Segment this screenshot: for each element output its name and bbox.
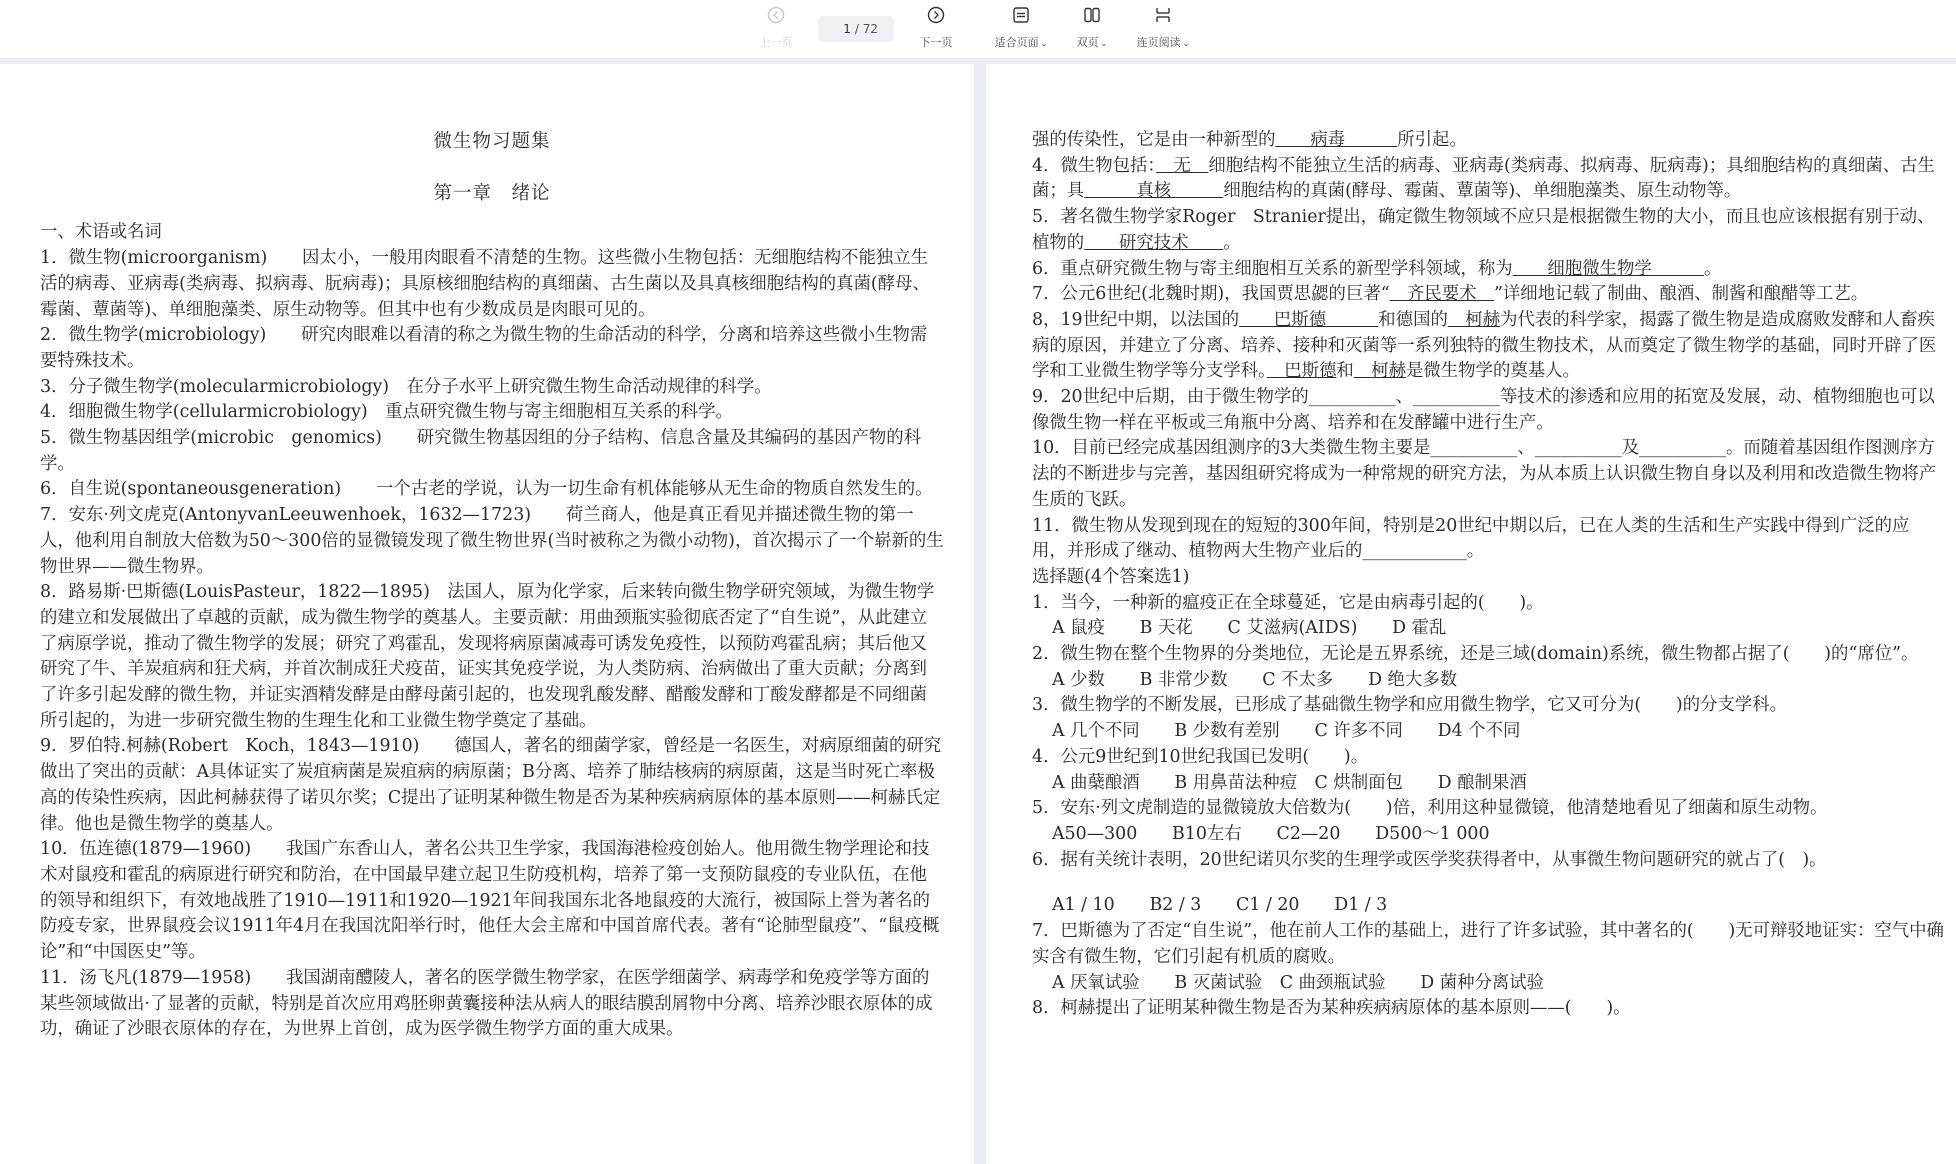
term-paragraph: 3．分子微生物学(molecularmicrobiology) 在分子水平上研究微生物生命活动规律的科学。	[40, 376, 772, 397]
document-page-right	[986, 64, 1956, 1164]
question-text: 为代表的科学家，揭露了微生物是造成腐败发酵和人畜疾病的原因，并建立了分离、培养、接种和灭菌等一系列独特的微生物技术，从而奠定了微生物学的基础，同时开辟了医学和工业微生物学等分支学科。	[1032, 309, 1937, 382]
term-paragraph: 9．罗伯特.柯赫(Robert Koch，1843—1910) 德国人，著名的细菌学家，曾经是一名医生，对病原细菌的研究做出了突出的贡献：A具体证实了炭疽病菌是炭疽病的病原菌；B分离、培养了肺结核病的病原菌，这是当时死亡率极高的传染性疾病，因此柯赫获得了诺贝尔奖；C提出了证明某种微生物是否为某种疾病病原体的基本原则——柯赫氏定律。他也是微生物学的奠基人。	[40, 736, 942, 834]
question-text: ”详细地记载了制曲、酿酒、制酱和酿醋等工艺。	[1494, 284, 1869, 305]
prev-page-icon	[767, 6, 785, 24]
answer-text: 柯赫	[1465, 309, 1501, 330]
page-number-input[interactable]	[831, 22, 851, 36]
fill-blank-question: 10．目前已经完成基因组测序的3大类微生物主要是__________、__________及__________。而随着基因组作图测序方法的不断进步与完善，基因组研究将成为一种常规的研究方法，为从本质上认识微生物自身以及利用和改造微生物将产生质的飞跃。	[1032, 438, 1937, 510]
page-indicator	[818, 16, 894, 42]
fill-blank-question	[1032, 128, 1944, 154]
term-paragraph: 1．微生物(microorganism) 因太小，一般用肉眼看不清楚的生物。这些微小生物包括：无细胞结构不能独立生活的病毒、亚病毒(类病毒、拟病毒、朊病毒)；具原核细胞结构的真细菌、古生菌以及具真核细胞结构的真菌(酵母、霉菌、蕈菌等)、单细胞藻类、原生动物等。但其中也有少数成员是肉眼可见的。	[40, 248, 930, 320]
question-text: 5．著名微生物学家Roger Stranier提出，确定微生物领域不应只是根据微生物的大小，而且也应该根据有别于动、植物的	[1032, 207, 1935, 253]
question-text: 是微生物学的奠基人。	[1405, 361, 1580, 382]
answer-blank	[1084, 181, 1223, 201]
question-text: 。	[1223, 232, 1241, 253]
fill-blank-question	[1032, 205, 1944, 256]
choice-question: 8．柯赫提出了证明某种微生物是否为某种疾病病原体的基本原则——( )。	[1032, 998, 1631, 1019]
answer-text: 研究技术	[1118, 232, 1189, 253]
answer-text: 柯赫	[1371, 361, 1406, 382]
double-page-dropdown[interactable]	[1070, 6, 1114, 52]
question-text: 6．重点研究微生物与寄主细胞相互关系的新型学科领域，称为	[1032, 258, 1513, 279]
question-text: 和	[1336, 361, 1354, 382]
double-page-icon	[1083, 6, 1101, 24]
choice-options: A 几个不同 B 少数有差别 C 许多不同 D4 个不同	[1052, 721, 1521, 742]
reader-toolbar	[0, 0, 1956, 59]
fill-blank-question	[1032, 154, 1944, 205]
question-text: 所引起。	[1397, 130, 1467, 150]
answer-blank	[1448, 310, 1500, 330]
answer-blank	[1267, 361, 1337, 381]
question-text: 细胞结构不能独立生活的病毒、亚病毒(类病毒、拟病毒、朊病毒)；具细胞结构的真细菌、古生菌；具	[1032, 155, 1935, 202]
continuous-reading-dropdown[interactable]	[1130, 6, 1196, 52]
term-paragraph: 11．汤飞凡(1879—1958) 我国湖南醴陵人，著名的医学微生物学家，在医学细菌学、病毒学和免疫学等方面的某些领域做出·了显著的贡献，特别是首次应用鸡胚卵黄囊接种法从病人的眼结膜刮屑物中分离、培养沙眼衣原体的成功，确证了沙眼衣原体的存在，为世界上首创，成为医学微生物学方面的重大成果。	[40, 967, 933, 1040]
prev-page-button[interactable]	[756, 6, 796, 52]
term-paragraph: 4．细胞微生物学(cellularmicrobiology) 重点研究微生物与寄主细胞相互关系的科学。	[40, 402, 733, 423]
next-page-label: 下一页	[919, 36, 953, 49]
term-paragraph: 8．路易斯·巴斯德(LouisPasteur，1822—1895) 法国人，原为化学家，后来转向微生物学研究领域，为微生物学的建立和发展做出了卓越的贡献，成为微生物学的奠基人。主要贡献：用曲颈瓶实验彻底否定了“自生说”，从此建立了病原学说，推动了微生物学的发展；研究了鸡霍乱，发现将病原菌减毒可诱发免疫性，以预防鸡霍乱病；其后他又研究了牛、羊炭疽病和狂犬病，并首次制成狂犬疫苗，证实其免疫学说，为人类防病、治病做出了重大贡献；分离到了许多引起发酵的微生物，并证实酒精发酵是由酵母菌引起的，也发现乳酸发酵、醋酸发酵和丁酸发酵都是不同细菌所引起的，为进一步研究微生物的生理生化和工业微生物学奠定了基础。	[40, 582, 935, 731]
question-text: 4．微生物包括：	[1032, 155, 1157, 176]
double-page-label: 双页	[1076, 36, 1099, 49]
choice-question: 3．微生物学的不断发展，已形成了基础微生物学和应用微生物学，它又可分为( )的分支学科。	[1032, 695, 1788, 716]
answer-text: 病毒	[1310, 130, 1346, 150]
choice-options: A 曲蘖酿酒 B 用鼻苗法种痘 C 烘制面包 D 酿制果酒	[1052, 772, 1527, 793]
question-text: 。	[1703, 258, 1722, 279]
choice-question: 1．当今，一种新的瘟疫正在全球蔓延，它是由病毒引起的( )。	[1032, 592, 1544, 613]
choice-question: 6．据有关统计表明，20世纪诺贝尔奖的生理学或医学奖获得者中，从事微生物问题研究的就占了( )。	[1032, 849, 1827, 870]
next-page-button[interactable]	[914, 6, 958, 52]
next-page-icon	[927, 6, 945, 24]
term-paragraph: 7．安东·列文虎克(AntonyvanLeeuwenhoek，1632—1723) 荷兰商人，他是真正看见并描述微生物的第一人，他利用自制放大倍数为50～300倍的显微镜发现了微生物世界(当时被称之为微小动物)，首次揭示了一个崭新的生物世界——微生物界。	[40, 505, 944, 577]
answer-blank	[1239, 310, 1378, 330]
document-title: 微生物习题集	[433, 131, 551, 152]
question-text: 强的传染性，它是由一种新型的	[1032, 130, 1276, 150]
answer-blank	[1275, 130, 1397, 150]
choice-question: 4．公元9世纪到10世纪我国已发明( )。	[1032, 746, 1369, 767]
answer-blank	[1390, 284, 1494, 304]
fill-blank-question: 11．微生物从发现到现在的短短的300年间，特别是20世纪中期以后，已在人类的生活和生产实践中得到广泛的应用，并形成了继动、植物两大生物产业后的____________。	[1032, 515, 1910, 562]
term-paragraph: 2．微生物学(microbiology) 研究肉眼难以看清的称之为微生物的生命活动的科学，分离和培养这些微小生物需要特殊技术。	[40, 325, 928, 371]
choice-options: A 少数 B 非常少数 C 不太多 D 绝大多数	[1052, 669, 1458, 690]
question-text: 和德国的	[1378, 309, 1448, 330]
fill-blank-question	[1032, 308, 1944, 385]
choice-question: 5．安东·列文虎制造的显微镜放大倍数为( )倍，利用这种显微镜，他清楚地看见了细菌和原生动物。	[1032, 798, 1828, 819]
answer-text: 真核	[1136, 181, 1172, 202]
fit-page-label: 适合页面	[994, 36, 1039, 49]
prev-page-label: 上一页	[759, 36, 793, 49]
document-page-left	[0, 64, 974, 1164]
answer-blank	[1084, 233, 1223, 253]
answer-text: 巴斯德	[1284, 361, 1337, 382]
choice-options: A 厌氧试验 B 灭菌试验 C 曲颈瓶试验 D 菌种分离试验	[1052, 972, 1545, 993]
question-text: 7．公元6世纪(北魏时期)，我国贾思勰的巨著“	[1032, 284, 1390, 305]
choice-question: 7．巴斯德为了否定“自生说”，他在前人工作的基础上，进行了许多试验，其中著名的( )无可辩驳地证实：空气中确实含有微生物，它们引起有机质的腐败。	[1032, 921, 1944, 967]
answer-text: 齐民要术	[1407, 284, 1477, 305]
answer-blank	[1156, 156, 1208, 176]
fill-blank-question: 9．20世纪中后期，由于微生物学的__________、__________等技术的渗透和应用的拓宽及发展，动、植物细胞也可以像微生物一样在平板或三角瓶中分离、培养和在发酵罐中进行生产。	[1032, 387, 1935, 433]
fill-blank-question	[1032, 282, 1944, 308]
answer-text: 巴斯德	[1273, 309, 1327, 330]
answer-blank	[1513, 259, 1704, 279]
chevron-down-icon: ⌄	[1100, 39, 1108, 48]
continuous-scroll-icon	[1154, 6, 1172, 24]
term-paragraph: 5．微生物基因组学(microbic genomics) 研究微生物基因组的分子结构、信息含量及其编码的基因产物的科学。	[40, 428, 922, 474]
choice-options: A1 / 10 B2 / 3 C1 / 20 D1 / 3	[1052, 895, 1388, 916]
choice-question: 2．微生物在整个生物界的分类地位，无论是五界系统，还是三域(domain)系统，微生物都占据了( )的“席位”。	[1032, 644, 1919, 665]
term-paragraph: 10．伍连德(1879—1960) 我国广东香山人，著名公共卫生学家，我国海港检疫创始人。他用微生物学理论和技术对鼠疫和霍乱的病原进行研究和防治，在中国最早建立起卫生防疫机构，培养了第一支预防鼠疫的专业队伍，在他的领导和组织下，有效地战胜了1910—1911和1920—1921年间我国东北各地鼠疫的大流行，被国际上誉为著名的防疫专家，世界鼠疫会议1911年4月在我国沈阳举行时，他任大会主席和中国首席代表。著有“论肺型鼠疫”、“鼠疫概论”和“中国医史”等。	[40, 839, 940, 963]
chevron-down-icon: ⌄	[1040, 39, 1048, 48]
section-title: 一、术语或名词	[40, 222, 162, 243]
choice-options: A50—300 B10左右 C2—20 D500～1 000	[1052, 823, 1490, 844]
answer-text: 细胞微生物学	[1547, 258, 1652, 279]
blank-line	[1032, 873, 1944, 893]
choice-options: A 鼠疫 B 天花 C 艾滋病(AIDS) D 霍乱	[1052, 618, 1447, 639]
page-total: / 72	[854, 22, 879, 36]
fit-page-dropdown[interactable]	[986, 6, 1056, 52]
answer-blank	[1354, 361, 1406, 381]
continuous-reading-label: 连页阅读	[1136, 36, 1181, 49]
fill-blank-question	[1032, 257, 1944, 283]
question-text: 8，19世纪中期，以法国的	[1032, 309, 1240, 330]
term-paragraph: 6．自生说(spontaneousgeneration) 一个古老的学说，认为一切生命有机体能够从无生命的物质自然发生的。	[40, 479, 933, 500]
question-text: 细胞结构的真菌(酵母、霉菌、蕈菌等)、单细胞藻类、原生动物等。	[1223, 181, 1742, 202]
fit-page-icon	[1012, 6, 1030, 24]
choice-section-title: 选择题(4个答案选1)	[1032, 566, 1190, 587]
answer-text: 无	[1173, 155, 1191, 176]
chevron-down-icon: ⌄	[1182, 39, 1190, 48]
chapter-title: 第一章 绪论	[433, 182, 551, 204]
